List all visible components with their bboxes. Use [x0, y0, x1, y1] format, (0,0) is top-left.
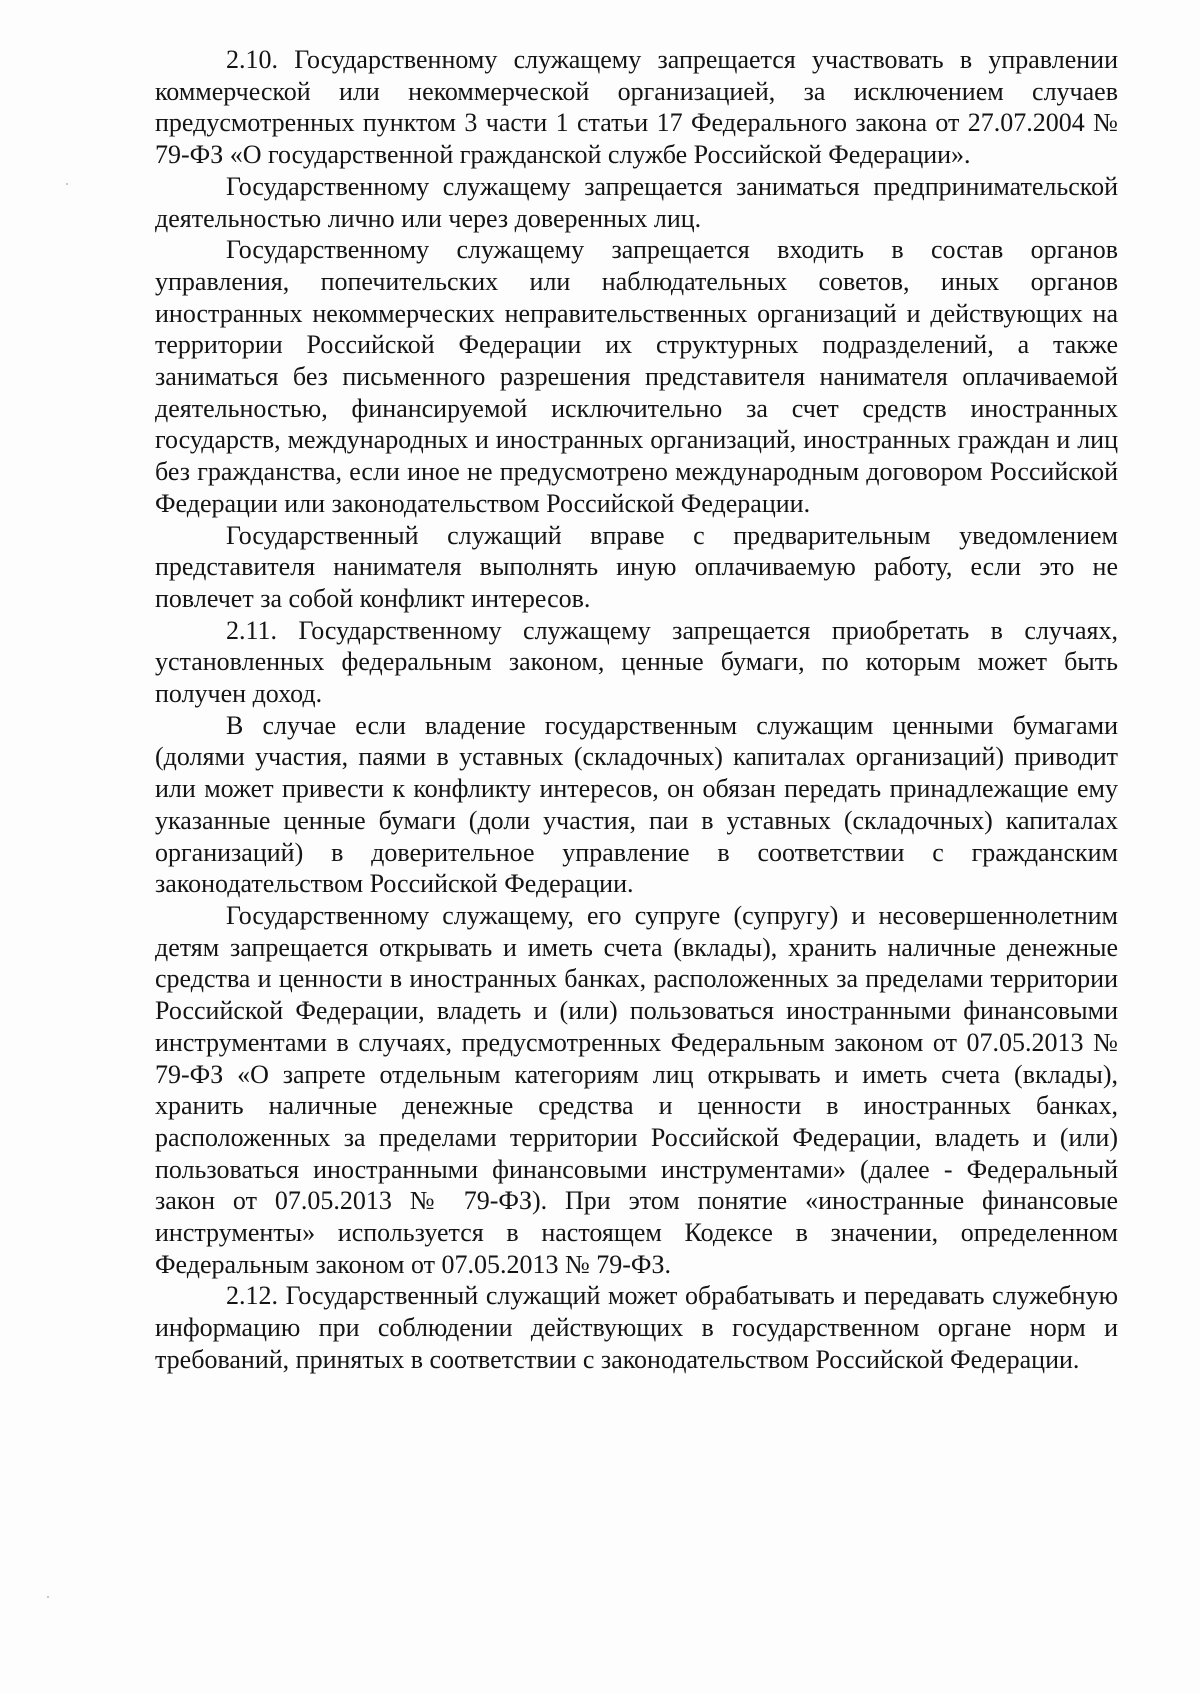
paragraph-2-10: 2.10. Государственному служащему запрещается участвовать в управлении коммерческой или некоммерческой организацией, за исключением случаев предусмотренных пунктом 3 части 1 статьи 17 Федерального закона от 27.07.2004 № 79-ФЗ «О государственной гражданской службе Российской Федерации». [155, 45, 1118, 170]
paragraph-foreign-banks-ban: Государственному служащему, его супруге (супругу) и несовершеннолетним детям запрещается открывать и иметь счета (вклады), хранить наличные денежные средства и ценности в иностранных банках, расположенных за пределами территории Российской Федерации, владеть и (или) пользоваться иностранными финансовыми инструментами в случаях, предусмотренных Федеральным законом от 07.05.2013 № 79-ФЗ «О запрете отдельным категориям лиц открывать и иметь счета (вклады), хранить наличные денежные средства и ценности в иностранных банках, расположенных за пределами территории Российской Федерации, владеть и (или) пользоваться иностранными финансовыми инструментами» (далее - Федеральный закон от 07.05.2013 № 79-ФЗ). При этом понятие «иностранные финансовые инструменты» используется в настоящем Кодексе в значении, определенном Федеральным законом от 07.05.2013 № 79-ФЗ. [155, 900, 1118, 1279]
paragraph-foreign-organizations-ban: Государственному служащему запрещается входить в состав органов управления, попечительских или наблюдательных советов, иных органов иностранных некоммерческих неправительственных организаций и действующих на территории Российской Федерации их структурных подразделений, а также заниматься без письменного разрешения представителя нанимателя оплачиваемой деятельностью, финансируемой исключительно за счет средств иностранных государств, международных и иностранных организаций, иностранных граждан и лиц без гражданства, если иное не предусмотрено международным договором Российской Федерации или законодательством Российской Федерации. [155, 235, 1118, 518]
scan-speck [47, 1596, 49, 1598]
paragraph-2-11: 2.11. Государственному служащему запрещается приобретать в случаях, установленных федеральным законом, ценные бумаги, по которым может быть получен доход. [155, 615, 1118, 709]
paragraph-entrepreneurship-ban: Государственному служащему запрещается заниматься предпринимательской деятельностью лично или через доверенных лиц. [155, 171, 1118, 233]
scan-speck [66, 183, 68, 185]
paragraph-securities-trust: В случае если владение государственным служащим ценными бумагами (долями участия, паями в уставных (складочных) капиталах организаций) приводит или может привести к конфликту интересов, он обязан передать принадлежащие ему указанные ценные бумаги (доли участия, паи в уставных (складочных) капиталах организаций) в доверительное управление в соответствии с гражданским законодательством Российской Федерации. [155, 710, 1118, 899]
document-body [155, 44, 1118, 1376]
paragraph-other-paid-work: Государственный служащий вправе с предварительным уведомлением представителя нанимателя выполнять иную оплачиваемую работу, если это не повлечет за собой конфликт интересов. [155, 520, 1118, 613]
paragraph-2-12: 2.12. Государственный служащий может обрабатывать и передавать служебную информацию при соблюдении действующих в государственном органе норм и требований, принятых в соответствии с законодательством Российской Федерации. [155, 1281, 1118, 1374]
